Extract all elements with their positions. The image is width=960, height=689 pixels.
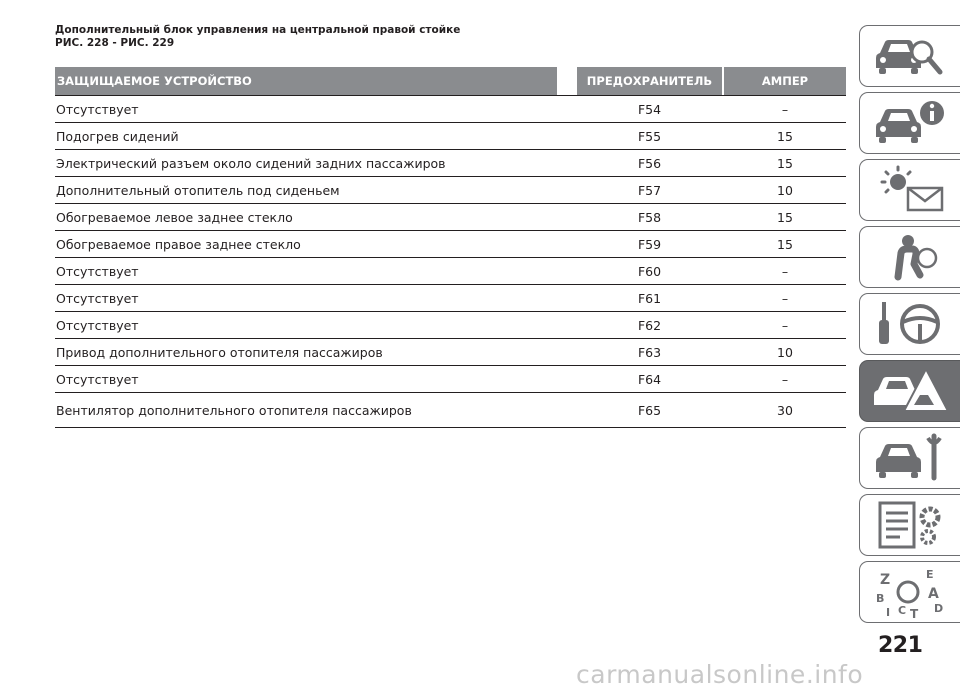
cell-device: Отсутствует bbox=[56, 101, 139, 117]
cell-fuse: F56 bbox=[637, 155, 662, 171]
table-row bbox=[55, 312, 846, 339]
cell-amp: 15 bbox=[777, 155, 793, 171]
airbag-passenger-icon bbox=[870, 231, 950, 283]
svg-text:C: C bbox=[898, 604, 907, 617]
table-row bbox=[55, 231, 846, 258]
tab-maintenance[interactable] bbox=[859, 427, 960, 489]
tab-warning-lights[interactable] bbox=[859, 159, 960, 221]
cell-fuse: F61 bbox=[637, 290, 662, 306]
table-row bbox=[55, 258, 846, 285]
cell-amp: 15 bbox=[777, 128, 793, 144]
cell-device: Обогреваемое правое заднее стекло bbox=[56, 236, 301, 252]
tab-emergency[interactable] bbox=[859, 360, 960, 422]
car-info-icon bbox=[870, 97, 950, 149]
table-row bbox=[55, 366, 846, 393]
svg-text:I: I bbox=[886, 606, 891, 618]
table-row bbox=[55, 204, 846, 231]
svg-text:B: B bbox=[876, 592, 885, 605]
table-row bbox=[55, 393, 846, 428]
cell-fuse: F59 bbox=[637, 236, 662, 252]
document-gear-icon bbox=[870, 499, 950, 551]
cell-amp: – bbox=[781, 290, 789, 306]
cell-fuse: F58 bbox=[637, 209, 662, 225]
cell-fuse: F62 bbox=[637, 317, 662, 333]
cell-amp: 15 bbox=[777, 209, 793, 225]
cell-device: Подогрев сидений bbox=[56, 128, 179, 144]
warning-light-icon bbox=[870, 164, 950, 216]
tab-dashboard-knowledge[interactable] bbox=[859, 25, 960, 87]
tab-index[interactable] bbox=[859, 561, 960, 623]
cell-amp: – bbox=[781, 371, 789, 387]
cell-amp: – bbox=[781, 263, 789, 279]
cell-device: Электрический разъем около сидений задних пассажиров bbox=[56, 155, 446, 171]
table-row bbox=[55, 96, 846, 123]
alphabet-index-icon bbox=[870, 566, 950, 618]
cell-fuse: F55 bbox=[637, 128, 662, 144]
cell-device: Отсутствует bbox=[56, 317, 139, 333]
cell-device: Привод дополнительного отопителя пассажиров bbox=[56, 344, 383, 360]
cell-device: Отсутствует bbox=[56, 263, 139, 279]
chapter-tabs bbox=[859, 25, 960, 628]
cell-fuse: F57 bbox=[637, 182, 662, 198]
tab-safety[interactable] bbox=[859, 226, 960, 288]
svg-text:D: D bbox=[934, 602, 944, 615]
table-row bbox=[55, 123, 846, 150]
cell-amp: 10 bbox=[777, 344, 793, 360]
svg-text:A: A bbox=[928, 586, 939, 602]
svg-text:E: E bbox=[926, 568, 934, 581]
table-row bbox=[55, 150, 846, 177]
car-wrench-icon bbox=[870, 432, 950, 484]
cell-amp: – bbox=[781, 317, 789, 333]
cell-amp: 30 bbox=[777, 402, 793, 418]
watermark: carmanualsonline.info bbox=[576, 660, 864, 689]
cell-device: Отсутствует bbox=[56, 371, 139, 387]
header-ampere: АМПЕР bbox=[724, 67, 846, 95]
cell-fuse: F60 bbox=[637, 263, 662, 279]
cell-amp: 10 bbox=[777, 182, 793, 198]
figure-reference: РИС. 228 - РИС. 229 bbox=[55, 37, 175, 49]
table-row bbox=[55, 285, 846, 312]
fuse-table bbox=[55, 67, 846, 428]
car-search-icon bbox=[870, 30, 950, 82]
cell-fuse: F63 bbox=[637, 344, 662, 360]
page-number: 221 bbox=[878, 633, 923, 658]
key-steering-wheel-icon bbox=[870, 298, 950, 350]
cell-fuse: F54 bbox=[637, 101, 662, 117]
cell-amp: 15 bbox=[777, 236, 793, 252]
table-body bbox=[55, 96, 846, 428]
table-header bbox=[55, 67, 846, 96]
table-row bbox=[55, 339, 846, 366]
cell-device: Отсутствует bbox=[56, 290, 139, 306]
table-row bbox=[55, 177, 846, 204]
tab-technical-data[interactable] bbox=[859, 494, 960, 556]
svg-text:Z: Z bbox=[880, 572, 891, 588]
cell-fuse: F65 bbox=[637, 402, 662, 418]
header-protected-device: ЗАЩИЩАЕМОЕ УСТРОЙСТВО bbox=[55, 67, 557, 95]
cell-device: Обогреваемое левое заднее стекло bbox=[56, 209, 293, 225]
svg-text:T: T bbox=[910, 607, 919, 618]
tab-vehicle-info[interactable] bbox=[859, 92, 960, 154]
cell-amp: – bbox=[781, 101, 789, 117]
page-heading bbox=[55, 24, 460, 50]
cell-device: Дополнительный отопитель под сиденьем bbox=[56, 182, 340, 198]
cell-device: Вентилятор дополнительного отопителя пассажиров bbox=[56, 402, 412, 418]
tab-starting-driving[interactable] bbox=[859, 293, 960, 355]
header-fuse: ПРЕДОХРАНИТЕЛЬ bbox=[577, 67, 722, 95]
cell-fuse: F64 bbox=[637, 371, 662, 387]
section-title: Дополнительный блок управления на центральной правой стойке bbox=[55, 24, 461, 36]
car-emergency-icon bbox=[870, 365, 950, 417]
